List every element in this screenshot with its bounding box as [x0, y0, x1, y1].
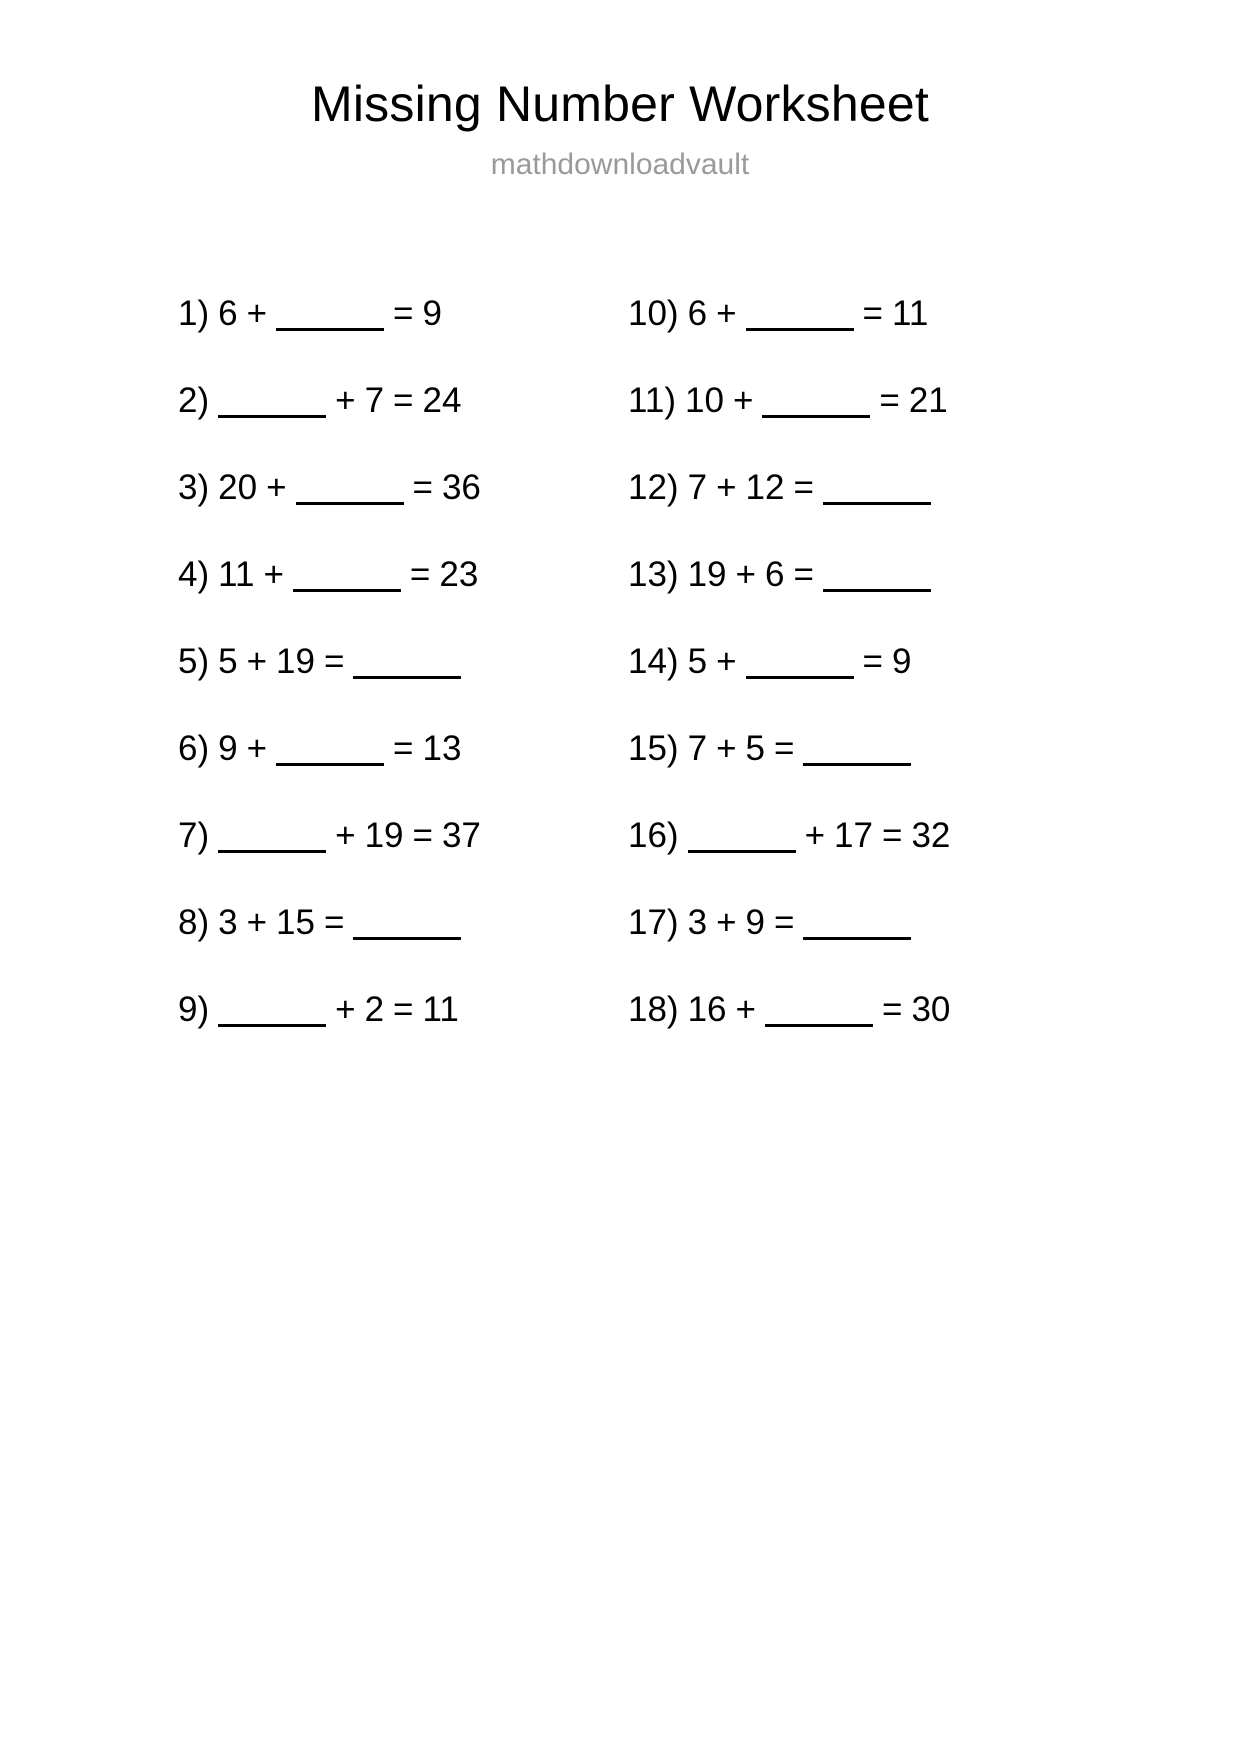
operand-b: 12 [745, 468, 785, 507]
problem-number: 6) [178, 729, 210, 768]
operator-plus: + [246, 729, 268, 768]
operand-a: 19 [687, 555, 727, 594]
equals-sign: = [393, 729, 414, 768]
left-column [178, 296, 638, 1079]
equals-sign: = [323, 903, 345, 942]
operator-plus: + [716, 642, 737, 681]
problem-row [178, 818, 638, 905]
problem-row [178, 296, 638, 383]
problem-number: 16) [628, 816, 679, 855]
result-value: 24 [422, 381, 462, 420]
operand-a: 16 [687, 990, 727, 1029]
operand-b[interactable] [746, 650, 854, 679]
operand-a: 3 [687, 903, 708, 942]
result-value: 32 [911, 816, 951, 855]
result-value: 21 [908, 381, 948, 420]
operand-b: 17 [834, 816, 873, 855]
equals-sign: = [862, 294, 883, 333]
problem-row [178, 557, 638, 644]
operator-plus: + [246, 294, 268, 333]
problem-row [628, 905, 1088, 992]
problem-row [178, 731, 638, 818]
operand-b: 5 [745, 729, 765, 768]
operator-plus: + [804, 816, 826, 855]
problem-number: 4) [178, 555, 210, 594]
operand-b: 19 [364, 816, 404, 855]
operand-a: 7 [687, 729, 708, 768]
problem-row [628, 557, 1088, 644]
problem-number: 9) [178, 990, 210, 1029]
operand-b: 7 [364, 381, 385, 420]
operand-b[interactable] [276, 737, 384, 766]
operand-a: 11 [218, 555, 255, 594]
operand-a: 5 [687, 642, 708, 681]
right-column [628, 296, 1088, 1079]
equals-sign: = [862, 642, 883, 681]
equals-sign: = [323, 642, 345, 681]
operand-a: 7 [687, 468, 708, 507]
equals-sign: = [412, 816, 433, 855]
operator-plus: + [335, 990, 356, 1029]
problem-number: 7) [178, 816, 210, 855]
operand-a: 6 [218, 294, 238, 333]
result-value: 30 [911, 990, 951, 1029]
operand-b: 2 [364, 990, 385, 1029]
result-value: 36 [441, 468, 481, 507]
operand-a: 10 [685, 381, 724, 420]
problem-number: 8) [178, 903, 210, 942]
operand-a: 6 [687, 294, 708, 333]
problem-row [628, 818, 1088, 905]
equals-sign: = [393, 381, 414, 420]
result-value: 9 [891, 642, 912, 681]
problem-number: 13) [628, 555, 679, 594]
result-value[interactable] [353, 650, 461, 679]
problem-number: 5) [178, 642, 210, 681]
problem-row [628, 470, 1088, 557]
equals-sign: = [773, 729, 795, 768]
operator-plus: + [335, 381, 356, 420]
problem-row [178, 905, 638, 992]
result-value[interactable] [803, 737, 911, 766]
problem-number: 12) [628, 468, 679, 507]
problem-number: 17) [628, 903, 679, 942]
operator-plus: + [246, 642, 268, 681]
problem-number: 10) [628, 294, 679, 333]
operand-a[interactable] [218, 824, 326, 853]
result-value: 13 [422, 729, 462, 768]
result-value: 23 [439, 555, 479, 594]
problem-row [628, 731, 1088, 818]
equals-sign: = [393, 294, 414, 333]
result-value[interactable] [803, 911, 911, 940]
problem-row [628, 644, 1088, 731]
result-value[interactable] [353, 911, 461, 940]
problem-row [628, 296, 1088, 383]
problem-row [628, 383, 1088, 470]
operand-a: 5 [218, 642, 238, 681]
result-value: 11 [422, 990, 459, 1029]
operator-plus: + [716, 294, 737, 333]
result-value: 11 [891, 294, 929, 333]
operand-b: 6 [764, 555, 785, 594]
problem-number: 2) [178, 381, 210, 420]
operand-b[interactable] [762, 389, 870, 418]
equals-sign: = [409, 555, 431, 594]
operand-b[interactable] [296, 476, 404, 505]
operand-b[interactable] [765, 998, 873, 1027]
equals-sign: = [793, 555, 814, 594]
operator-plus: + [335, 816, 356, 855]
operand-a: 20 [218, 468, 258, 507]
operator-plus: + [263, 555, 284, 594]
problem-number: 3) [178, 468, 210, 507]
equals-sign: = [412, 468, 433, 507]
operator-plus: + [716, 729, 737, 768]
equals-sign: = [881, 816, 903, 855]
operand-a[interactable] [688, 824, 796, 853]
problem-row [178, 383, 638, 470]
operand-b: 19 [276, 642, 315, 681]
operator-plus: + [246, 903, 268, 942]
problem-number: 18) [628, 990, 679, 1029]
operand-b[interactable] [293, 563, 401, 592]
problem-number: 15) [628, 729, 679, 768]
page-title: Missing Number Worksheet [311, 76, 929, 132]
operator-plus: + [716, 903, 737, 942]
equals-sign: = [879, 381, 900, 420]
operand-b: 9 [745, 903, 765, 942]
problem-row [178, 644, 638, 731]
operator-plus: + [266, 468, 287, 507]
operator-plus: + [735, 555, 756, 594]
problem-number: 14) [628, 642, 679, 681]
operand-b[interactable] [746, 302, 854, 331]
equals-sign: = [773, 903, 795, 942]
result-value[interactable] [823, 476, 931, 505]
problem-row [178, 470, 638, 557]
worksheet-header [0, 0, 1240, 180]
problem-row [628, 992, 1088, 1079]
operand-b[interactable] [276, 302, 384, 331]
operand-a[interactable] [218, 998, 326, 1027]
result-value: 9 [422, 294, 442, 333]
operator-plus: + [732, 381, 754, 420]
result-value[interactable] [823, 563, 931, 592]
problem-number: 11) [628, 381, 676, 420]
problem-grid [0, 296, 1240, 1079]
problem-number: 1) [178, 294, 210, 333]
result-value: 37 [441, 816, 481, 855]
operator-plus: + [735, 990, 756, 1029]
equals-sign: = [881, 990, 903, 1029]
problem-row [178, 992, 638, 1079]
operand-a: 9 [218, 729, 238, 768]
operator-plus: + [716, 468, 737, 507]
operand-a: 3 [218, 903, 238, 942]
equals-sign: = [393, 990, 414, 1029]
operand-a[interactable] [218, 389, 326, 418]
worksheet-subtitle: mathdownloadvault [490, 147, 750, 181]
operand-b: 15 [276, 903, 315, 942]
equals-sign: = [793, 468, 814, 507]
